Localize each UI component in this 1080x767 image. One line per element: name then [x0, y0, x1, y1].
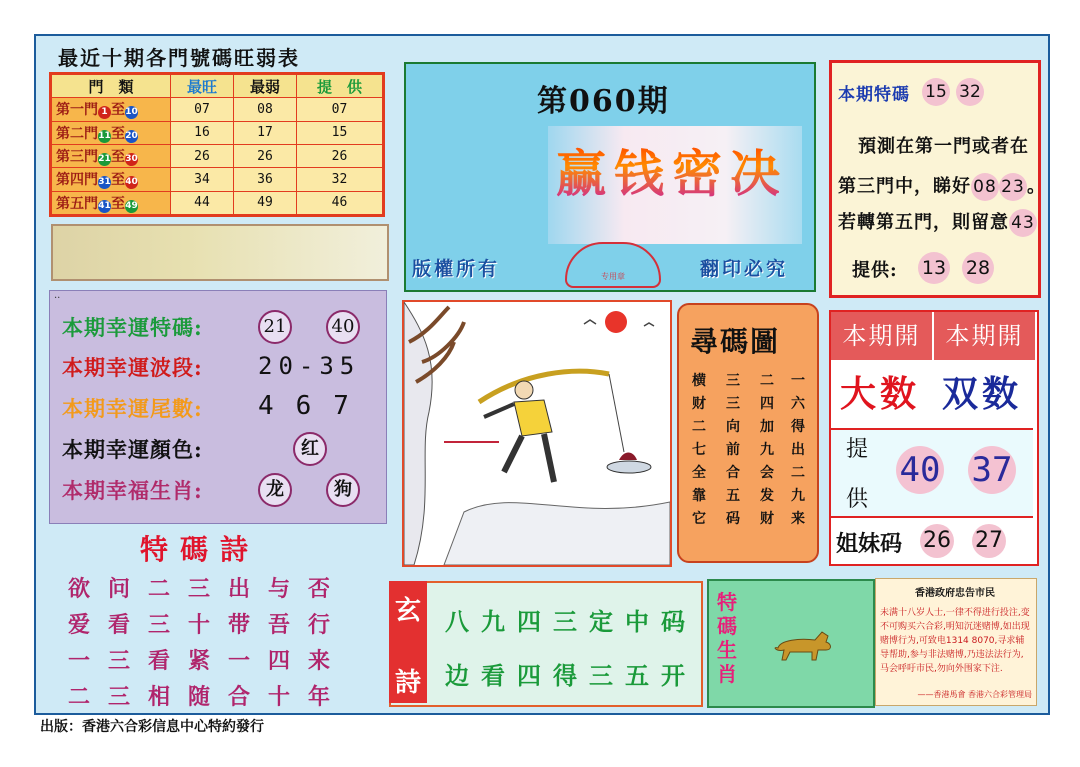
rt-line2-value: 23 — [999, 173, 1027, 201]
lucky-color-value: 红 — [293, 432, 327, 466]
rt-line3 — [838, 208, 1037, 237]
xuan-line: 边看四得三五开 — [445, 661, 697, 690]
zhi-label: 至 — [111, 125, 125, 142]
range-to: 30 — [125, 154, 138, 165]
xuan-label-bottom: 詩 — [395, 668, 422, 698]
header-left: 本期開 — [831, 312, 932, 360]
dots-mark: .. — [54, 290, 61, 301]
notice-body: 未满十八岁人士,一律不得进行投注,变不可购买六合彩,明知沉迷赌博,如出现赌博行为,可致电1314 8070,寻求辅导帮助,参与非法赌博,乃违法法行为,马会呼吁市民,勿向外围家下注. — [880, 608, 1030, 674]
rt-provide-value: 28 — [962, 252, 994, 284]
zhi-label: 至 — [111, 172, 125, 189]
rt-provide-label: 提供: — [852, 260, 898, 281]
rt-special-value: 15 — [922, 78, 950, 106]
door-cell — [51, 191, 171, 215]
door-label: 第四門 — [56, 172, 98, 189]
poem-title: 特碼詩 — [140, 533, 261, 566]
lucky-special-label: 本期幸運特碼: — [62, 315, 203, 340]
poem-line: 一三看紧一四来 — [68, 648, 349, 674]
rt-line3-value: 43 — [1009, 209, 1037, 237]
header-door: 門 類 — [51, 74, 171, 98]
rt-provide-value: 13 — [918, 252, 950, 284]
rt-line3-prefix: 若轉第五門，則留意 — [838, 212, 1009, 233]
stamp-text: 专用章 — [601, 272, 625, 281]
lucky-wave-label: 本期幸運波段: — [62, 355, 203, 380]
zuiwang-cell: 44 — [171, 191, 234, 215]
sister-value: 26 — [920, 524, 954, 558]
fisherman-drawing — [404, 302, 670, 565]
tigong-cell: 32 — [297, 168, 384, 191]
blurred-banner — [51, 224, 389, 281]
range-to: 40 — [125, 177, 138, 188]
header-zuiwang: 最旺 — [171, 74, 234, 98]
provide-value: 40 — [896, 446, 944, 494]
big-left: 大数 — [840, 373, 921, 415]
range-from: 21 — [98, 154, 111, 165]
lucky-color-label: 本期幸運顏色: — [62, 437, 203, 462]
door-cell — [51, 144, 171, 167]
zuiruo-cell: 08 — [234, 98, 297, 121]
door-label: 第一門 — [56, 102, 98, 119]
door-cell — [51, 121, 171, 144]
sister-value: 27 — [972, 524, 1006, 558]
table-row — [51, 168, 384, 191]
range-to: 10 — [125, 107, 138, 118]
range-from: 41 — [98, 200, 111, 211]
page-title: 最近十期各門號碼旺弱表 — [58, 46, 300, 70]
rt-line2-value: 08 — [971, 173, 999, 201]
table-row — [51, 144, 384, 167]
lucky-zodiac-value: 龙 — [258, 473, 292, 507]
lucky-wave-value: 20-35 — [258, 352, 361, 380]
header-zuiruo: 最弱 — [234, 74, 297, 98]
zuiruo-cell: 17 — [234, 121, 297, 144]
door-cell — [51, 98, 171, 121]
table-header-row — [51, 74, 384, 98]
tigong-cell: 07 — [297, 98, 384, 121]
tigong-cell: 46 — [297, 191, 384, 215]
table-row — [51, 191, 384, 215]
rt-line2 — [838, 172, 1046, 201]
lucky-special-value: 40 — [326, 310, 360, 344]
dog-icon — [770, 626, 840, 666]
door-label: 第五門 — [56, 195, 98, 212]
provide-label-top: 提 — [846, 437, 869, 462]
slogan-text: 赢钱密决 — [556, 134, 788, 206]
notice-title: 香港政府忠告市民 — [915, 588, 995, 599]
provide-label-bottom: 供 — [846, 487, 869, 512]
lucky-zodiac-label: 本期幸福生肖: — [62, 478, 203, 503]
zuiruo-cell: 36 — [234, 168, 297, 191]
door-cell — [51, 168, 171, 191]
fishing-illustration — [402, 300, 672, 567]
zuiwang-cell: 16 — [171, 121, 234, 144]
poem-line: 欲问二三出与否 — [68, 576, 349, 602]
range-to: 49 — [125, 200, 138, 211]
rt-special-value: 32 — [956, 78, 984, 106]
tigong-cell: 26 — [297, 144, 384, 167]
publisher-footer: 出版：香港六合彩信息中心特約發行 — [40, 719, 264, 735]
zhi-label: 至 — [111, 102, 125, 119]
tigong-cell: 15 — [297, 121, 384, 144]
provide-value: 37 — [968, 446, 1016, 494]
rt-special-label: 本期特碼 — [838, 85, 910, 105]
poem-line: 爱看三十带吾行 — [68, 612, 349, 638]
range-from: 31 — [98, 177, 111, 188]
range-to: 20 — [125, 130, 138, 141]
lucky-special-value: 21 — [258, 310, 292, 344]
poem-line: 二三相随合十年 — [68, 684, 349, 710]
issue-number: 第060期 — [537, 84, 670, 119]
zhi-label: 至 — [111, 149, 125, 166]
find-code-column: 二四加九会发财 — [760, 373, 774, 527]
notice-signature: ——香港馬會 香港六合彩管理局 — [917, 690, 1032, 699]
rt-line2-suffix: 。 — [1027, 176, 1046, 197]
find-code-title: 尋碼圖 — [690, 325, 781, 358]
copyright-left: 版權所有 — [412, 258, 501, 280]
zuiwang-cell: 07 — [171, 98, 234, 121]
table-row — [51, 121, 384, 144]
copyright-right: 翻印必究 — [700, 258, 789, 280]
zhi-label: 至 — [111, 195, 125, 212]
range-from: 1 — [98, 106, 111, 119]
range-from: 11 — [98, 130, 111, 141]
zuiwang-cell: 34 — [171, 168, 234, 191]
sister-label: 姐妹码 — [836, 531, 903, 557]
zodiac-label: 特碼生肖 — [717, 590, 737, 686]
lucky-tail-label: 本期幸運尾數: — [62, 396, 203, 421]
big-right: 双数 — [942, 373, 1023, 415]
find-code-column: 横财二七全靠它 — [692, 373, 706, 527]
xuan-line: 八九四三定中码 — [445, 607, 697, 636]
header-right: 本期開 — [934, 312, 1035, 360]
xuan-label-top: 玄 — [395, 596, 422, 626]
door-label: 第三門 — [56, 149, 98, 166]
header-tigong: 提 供 — [297, 74, 384, 98]
lucky-tail-value: 467 — [258, 391, 371, 421]
door-label: 第二門 — [56, 125, 98, 142]
table-row — [51, 98, 384, 121]
find-code-column: 三三向前合五码 — [726, 373, 740, 527]
find-code-column: 一六得出二九来 — [791, 373, 805, 527]
zuiwang-cell: 26 — [171, 144, 234, 167]
zuiruo-cell: 49 — [234, 191, 297, 215]
lucky-zodiac-value: 狗 — [326, 473, 360, 507]
rt-line1: 預測在第一門或者在 — [858, 136, 1029, 157]
rt-line2-prefix: 第三門中，睇好 — [838, 176, 971, 197]
zuiruo-cell: 26 — [234, 144, 297, 167]
strength-table — [49, 72, 385, 217]
